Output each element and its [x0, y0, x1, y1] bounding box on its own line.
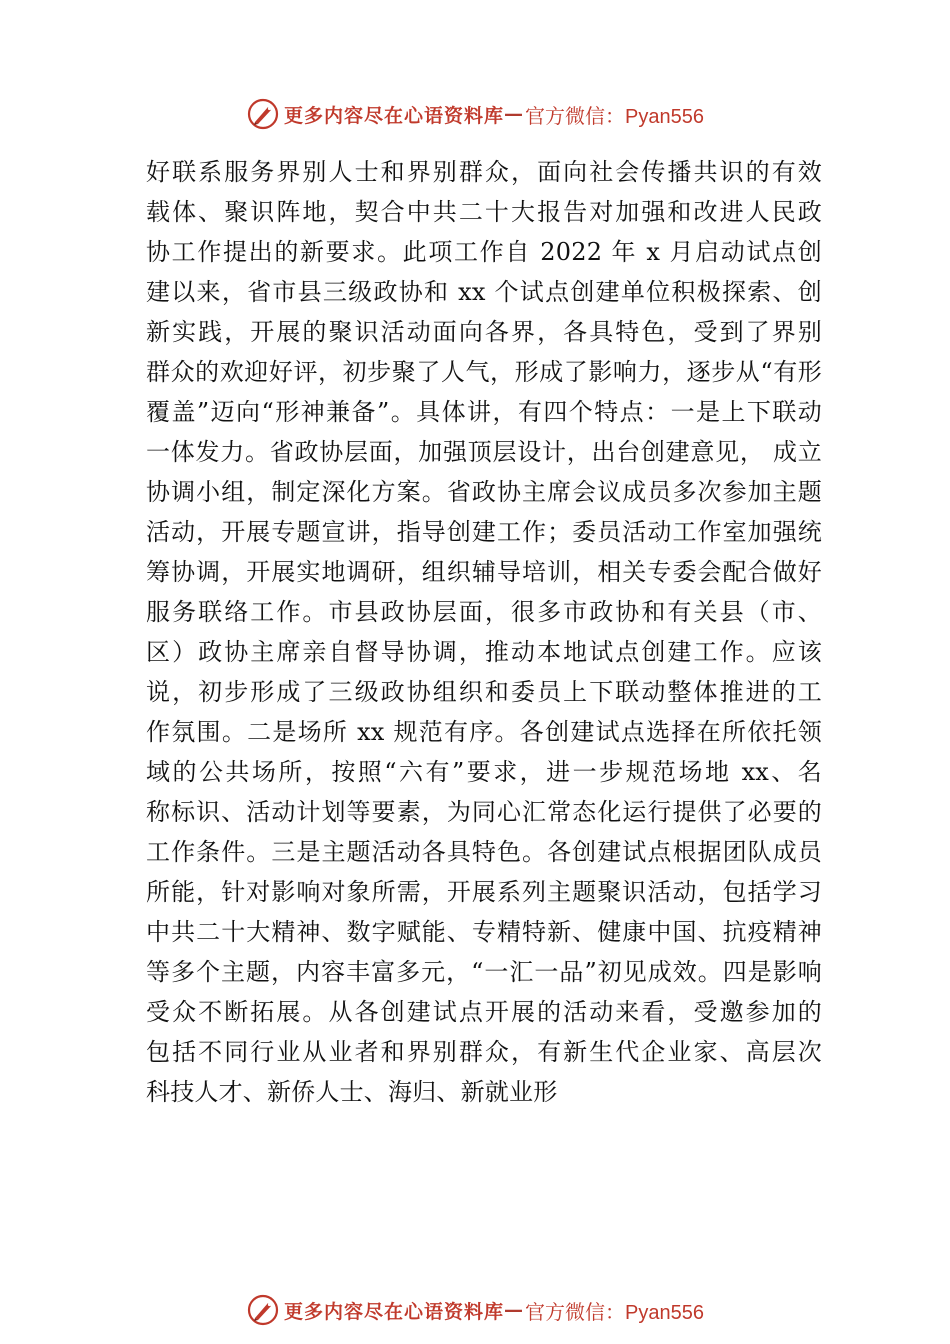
footer-separator: — — [504, 1299, 524, 1321]
body-line: 工作条件。三是主题活动各具特色。各创建试点根据团队成员 — [146, 838, 822, 866]
footer-wechat-text: 官方微信：Pyan556 — [525, 1301, 704, 1324]
footer-banner — [0, 1290, 950, 1330]
document-body — [146, 152, 822, 1112]
footer-site-text: 更多内容尽在心语资料库 — [284, 1300, 505, 1323]
header-banner — [0, 94, 950, 134]
body-line: 科技人才、新侨人士、海归、新就业形 — [146, 1078, 558, 1106]
body-line: 新实践，开展的聚识活动面向各界，各具特色，受到了界别 — [146, 318, 822, 346]
body-line: 载体、聚识阵地，契合中共二十大报告对加强和改进人民政 — [146, 198, 822, 226]
body-line: 活动，开展专题宣讲，指导创建工作；委员活动工作室加强统 — [146, 518, 822, 546]
pen-nib-icon — [246, 97, 280, 131]
body-line: 称标识、活动计划等要素，为同心汇常态化运行提供了必要的 — [146, 798, 822, 826]
body-line: 包括不同行业从业者和界别群众，有新生代企业家、高层次 — [146, 1038, 822, 1066]
body-line: 作氛围。二是场所 xx 规范有序。各创建试点选择在所依托领 — [146, 718, 822, 746]
body-line: 覆盖”迈向“形神兼备”。具体讲，有四个特点：一是上下联动 — [146, 398, 822, 426]
body-line: 区）政协主席亲自督导协调，推动本地试点创建工作。应该 — [146, 638, 822, 666]
body-line: 受众不断拓展。从各创建试点开展的活动来看，受邀参加的 — [146, 998, 822, 1026]
body-line: 协调小组，制定深化方案。省政协主席会议成员多次参加主题 — [146, 478, 822, 506]
body-line: 群众的欢迎好评，初步聚了人气，形成了影响力，逐步从“有形 — [146, 358, 822, 386]
body-line: 协工作提出的新要求。此项工作自 2022 年 x 月启动试点创 — [146, 238, 822, 266]
body-line: 筹协调，开展实地调研，组织辅导培训，相关专委会配合做好 — [146, 558, 822, 586]
body-line: 等多个主题，内容丰富多元，“一汇一品”初见成效。四是影响 — [146, 958, 822, 986]
body-line: 域的公共场所，按照“六有”要求，进一步规范场地 xx、名 — [146, 758, 822, 786]
header-site-text: 更多内容尽在心语资料库 — [284, 104, 505, 127]
body-line: 说，初步形成了三级政协组织和委员上下联动整体推进的工 — [146, 678, 822, 706]
body-line: 建以来，省市县三级政协和 xx 个试点创建单位积极探索、创 — [146, 278, 822, 306]
body-line: 好联系服务界别人士和界别群众，面向社会传播共识的有效 — [146, 158, 822, 186]
header-separator: — — [504, 103, 524, 125]
body-line: 服务联络工作。市县政协层面，很多市政协和有关县（市、 — [146, 598, 822, 626]
body-line: 一体发力。省政协层面，加强顶层设计，出台创建意见， 成立 — [146, 438, 822, 466]
header-wechat-text: 官方微信：Pyan556 — [525, 105, 704, 128]
body-line: 中共二十大精神、数字赋能、专精特新、健康中国、抗疫精神 — [146, 918, 822, 946]
pen-nib-icon — [246, 1293, 280, 1327]
body-line: 所能，针对影响对象所需，开展系列主题聚识活动，包括学习 — [146, 878, 822, 906]
